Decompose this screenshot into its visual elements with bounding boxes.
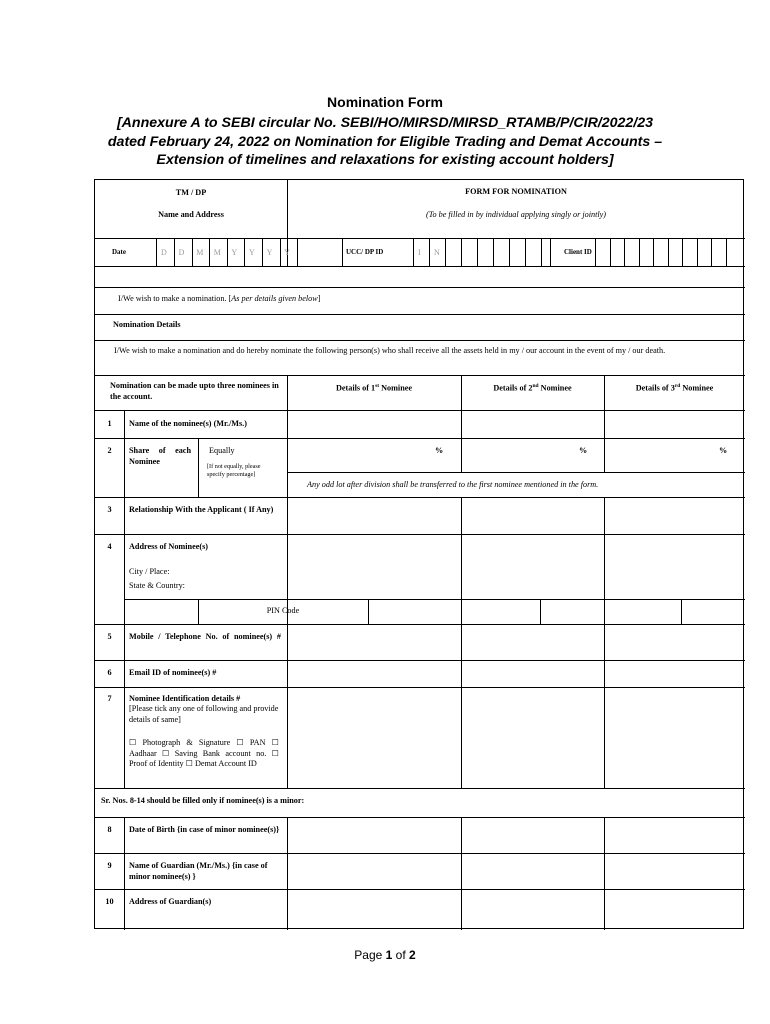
id-box-divider: [711, 238, 712, 266]
nomination-details-heading: Nomination Details: [113, 320, 181, 329]
id-box-divider: [429, 238, 430, 266]
id-box-divider: [509, 238, 510, 266]
id-box-divider: [682, 238, 683, 266]
form-note: (To be filled in by individual applying singly or jointly): [425, 210, 607, 219]
row-4-num: 4: [107, 542, 112, 551]
id-box-divider: [726, 238, 727, 266]
id-box-divider: [624, 238, 625, 266]
equally-option[interactable]: Equally: [209, 446, 235, 455]
id-box-divider: [174, 238, 175, 266]
date-placeholder-char[interactable]: Y: [249, 248, 255, 257]
third-nominee-header: Details of 3rd Nominee: [635, 383, 714, 393]
id-box-divider: [525, 238, 526, 266]
nominee-address-label: Address of Nominee(s): [129, 542, 208, 551]
id-box-divider: [413, 238, 414, 266]
date-label: Date: [112, 248, 126, 256]
share-label: Share of each Nominee: [129, 446, 191, 466]
row-5-num: 5: [107, 632, 112, 641]
identification-options[interactable]: ☐ Photograph & Signature ☐ PAN ☐ Aadhaar ☐ Saving Bank account no. ☐ Proof of Identity ☐ Demat Account ID: [129, 738, 279, 769]
id-box-divider: [697, 238, 698, 266]
subtitle-line-3: Extension of timelines and relaxations for existing account holders]: [156, 152, 614, 168]
id-box-divider: [262, 238, 263, 266]
id-box-divider: [297, 238, 298, 266]
nominee-limit-note: Nomination can be made upto three nominees in the account.: [110, 381, 279, 401]
minor-note: Sr. Nos. 8-14 should be filled only if nominee(s) is a minor:: [101, 796, 305, 805]
row-10-num: 10: [105, 897, 114, 906]
date-placeholder-char[interactable]: D: [161, 248, 167, 257]
date-placeholder-char[interactable]: Y: [266, 248, 273, 257]
id-box-divider: [445, 238, 446, 266]
id-box-divider: [192, 238, 193, 266]
mobile-label: Mobile / Telephone No. of nominee(s) #: [129, 632, 281, 641]
nomination-form-table: [94, 179, 744, 929]
name-address-label: Name and Address: [158, 210, 224, 219]
date-placeholder-char[interactable]: M: [196, 248, 204, 257]
form-subtitle: [0, 114, 770, 170]
id-box-divider: [668, 238, 669, 266]
pin-code-label: PIN Code: [266, 606, 300, 615]
row-9-num: 9: [107, 861, 112, 870]
ucc-placeholder-char[interactable]: N: [434, 248, 440, 257]
form-for-nomination: FORM FOR NOMINATION: [465, 187, 567, 196]
row-1-num: 1: [107, 419, 112, 428]
id-box-divider: [461, 238, 462, 266]
nominee-name-label: Name of the nominee(s) (Mr./Ms.): [129, 419, 247, 428]
date-placeholder-char[interactable]: Y: [284, 248, 290, 257]
id-box-divider: [541, 238, 542, 266]
share-pct-3: %: [719, 446, 728, 455]
id-box-divider: [227, 238, 228, 266]
state-country-label: State & Country:: [129, 581, 185, 590]
id-box-divider: [244, 238, 245, 266]
subtitle-line-2: dated February 24, 2022 on Nomination for Eligible Trading and Demat Accounts –: [107, 133, 663, 150]
odd-lot-note: Any odd lot after division shall be transferred to the first nominee mentioned in the form.: [307, 480, 599, 489]
row-3-num: 3: [107, 505, 112, 514]
email-label: Email ID of nominee(s) #: [129, 668, 217, 677]
tm-dp-label: TM / DP: [175, 188, 207, 197]
row-6-num: 6: [107, 668, 112, 677]
first-nominee-header: Details of 1st Nominee: [335, 383, 413, 393]
id-box-divider: [477, 238, 478, 266]
id-box-divider: [493, 238, 494, 266]
page-footer: Page 1 of 2: [354, 948, 416, 962]
share-pct-2: %: [579, 446, 588, 455]
date-placeholder-char[interactable]: M: [213, 248, 221, 257]
id-box-divider: [595, 238, 596, 266]
wish-statement: I/We wish to make a nomination. [As per details given below]: [118, 294, 321, 303]
relationship-label: Relationship With the Applicant ( If Any): [129, 505, 274, 514]
row-7-num: 7: [107, 694, 112, 703]
identification-label: Nominee Identification details #: [129, 694, 241, 703]
guardian-name-label: Name of Guardian (Mr./Ms.) {in case of minor nominee(s) }: [129, 861, 268, 881]
client-id-label: Client ID: [564, 248, 592, 256]
id-box-divider: [653, 238, 654, 266]
ucc-placeholder-char[interactable]: I: [418, 248, 421, 257]
dob-label: Date of Birth {in case of minor nominee(s)}: [129, 825, 280, 834]
city-label: City / Place:: [129, 567, 170, 576]
share-percentage-note: [If not equally, please specify percentage]: [207, 463, 261, 479]
second-nominee-header: Details of 2nd Nominee: [493, 383, 572, 393]
row-8-num: 8: [107, 825, 112, 834]
id-box-divider: [209, 238, 210, 266]
nominate-text: I/We wish to make a nomination and do hereby nominate the following person(s) who shall receive all the assets held in my / our account in the event of my / our death.: [114, 346, 666, 355]
guardian-address-label: Address of Guardian(s): [129, 897, 212, 906]
identification-instruction: [Please tick any one of following and provide details of same]: [129, 704, 279, 724]
share-pct-1: %: [435, 446, 444, 455]
subtitle-line-1: [Annexure A to SEBI circular No. SEBI/HO/MIRSD/MIRSD_RTAMB/P/CIR/2022/23: [116, 115, 654, 131]
form-title: Nomination Form: [327, 94, 443, 110]
ucc-dp-id-label: UCC/ DP ID: [346, 248, 384, 256]
id-box-divider: [280, 238, 281, 266]
id-box-divider: [639, 238, 640, 266]
date-placeholder-char[interactable]: D: [178, 248, 185, 257]
id-box-divider: [610, 238, 611, 266]
date-placeholder-char[interactable]: Y: [231, 248, 238, 257]
row-2-num: 2: [107, 446, 112, 455]
